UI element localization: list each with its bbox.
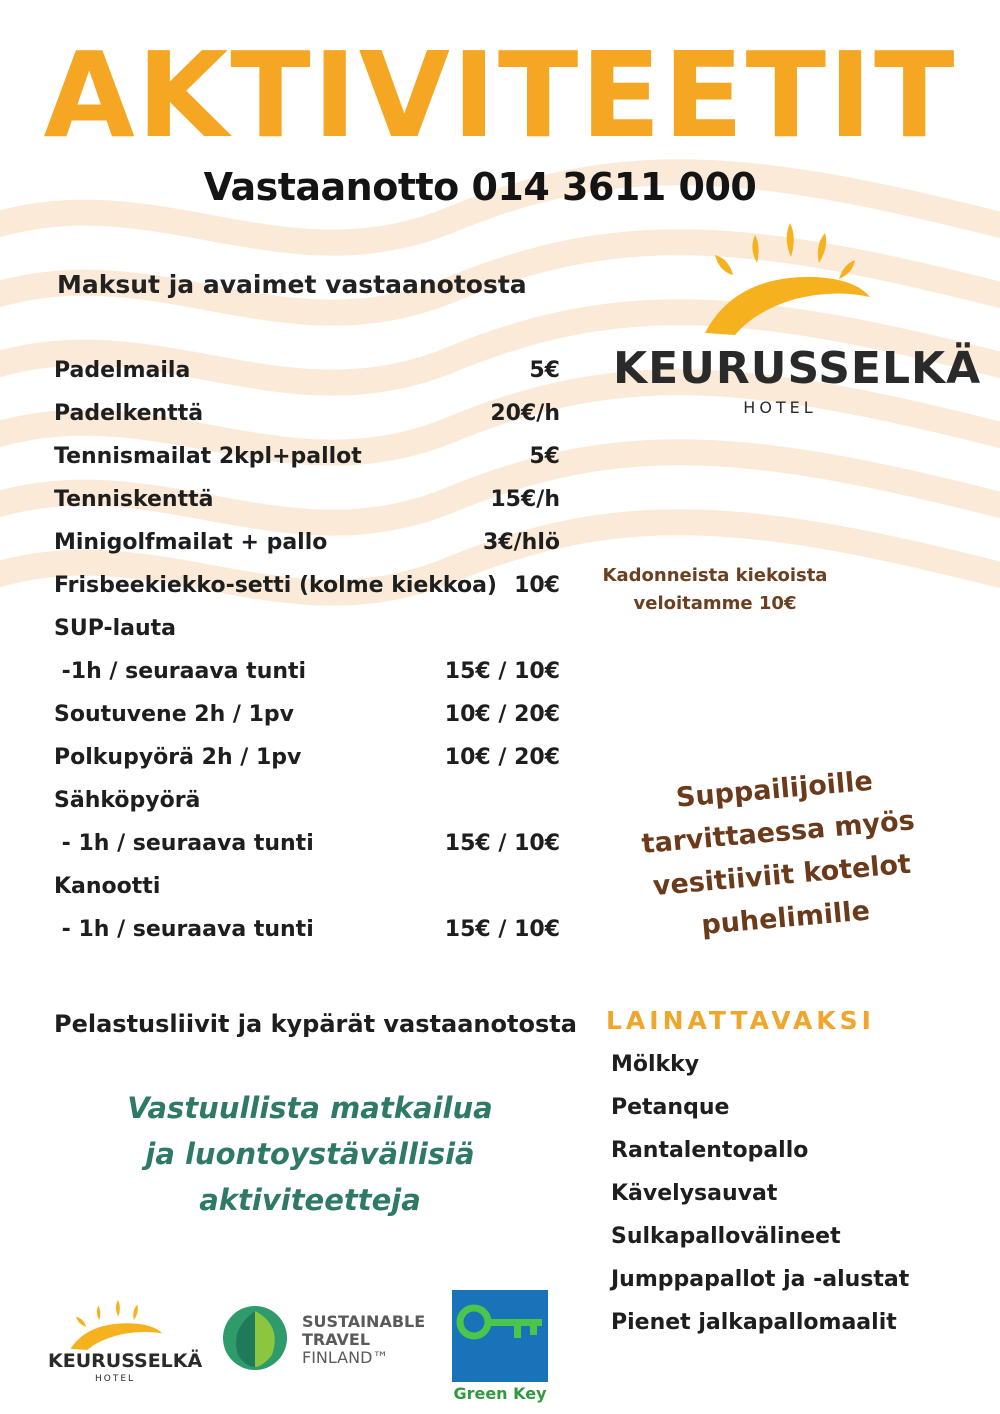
item-price: 5€ — [529, 358, 560, 383]
item-label: Padelmaila — [54, 358, 191, 383]
green-key-logo — [452, 1290, 548, 1408]
price-row — [54, 782, 560, 825]
item-price: 10€ / 20€ — [444, 745, 560, 770]
sustainable-travel-finland-logo — [220, 1305, 440, 1375]
item-label: SUP-lauta — [54, 616, 176, 641]
item-price: 20€/h — [490, 401, 560, 426]
price-row — [54, 438, 560, 481]
item-label: Frisbeekiekko-setti (kolme kiekkoa) — [54, 573, 497, 598]
list-item: Petanque — [611, 1095, 730, 1120]
sun-icon — [65, 1300, 165, 1350]
item-label: Padelkenttä — [54, 401, 204, 426]
price-row — [54, 610, 560, 653]
list-item: Rantalentopallo — [611, 1138, 809, 1163]
price-row — [54, 911, 560, 954]
price-row — [54, 696, 560, 739]
price-row — [54, 352, 560, 395]
price-row — [54, 524, 560, 567]
item-label: -1h / seuraava tunti — [54, 659, 307, 684]
item-label: - 1h / seuraava tunti — [54, 831, 314, 856]
price-list — [54, 352, 560, 954]
item-label: Minigolfmailat + pallo — [54, 530, 328, 555]
note-line: Kadonneista kiekoista — [602, 565, 828, 586]
price-row — [54, 868, 560, 911]
logo-sub: HOTEL — [743, 398, 817, 417]
note-line: veloitamme 10€ — [633, 593, 797, 614]
item-price: 5€ — [529, 444, 560, 469]
price-row — [54, 481, 560, 524]
hotel-logo — [605, 215, 982, 425]
resp-line: aktiviteetteja — [199, 1183, 421, 1217]
price-row — [54, 395, 560, 438]
list-item: Mölkky — [611, 1052, 700, 1077]
resp-line: Vastuullista matkailua — [127, 1091, 493, 1125]
item-price: 15€ / 10€ — [444, 917, 560, 942]
list-item: Kävelysauvat — [611, 1181, 778, 1206]
item-label: Kanootti — [54, 874, 161, 899]
stf-line: FINLAND™ — [302, 1348, 389, 1367]
price-row — [54, 567, 560, 610]
loan-list — [611, 1046, 909, 1347]
list-item: Sulkapallovälineet — [611, 1224, 841, 1249]
page-title: AKTIVITEETIT — [43, 26, 957, 164]
green-key-box — [452, 1290, 548, 1382]
item-price: 15€/h — [490, 487, 560, 512]
lost-disc-note — [590, 562, 840, 618]
item-price: 10€ — [514, 573, 560, 598]
price-row — [54, 739, 560, 782]
resp-line: ja luontoystävällisiä — [145, 1137, 475, 1171]
responsible-tourism-text — [100, 1085, 520, 1223]
item-label: Soutuvene 2h / 1pv — [54, 702, 295, 727]
logo-brand: KEURUSSELKÄ — [613, 343, 982, 394]
key-icon — [452, 1290, 548, 1382]
item-price: 3€/hlö — [483, 530, 560, 555]
list-item: Pienet jalkapallomaalit — [611, 1310, 897, 1335]
note-line: Suppailijoille — [674, 765, 874, 814]
item-price: 15€ / 10€ — [444, 831, 560, 856]
item-price: 15€ / 10€ — [444, 659, 560, 684]
note-line: puhelimille — [700, 895, 872, 942]
price-row — [54, 825, 560, 868]
fees-heading: Maksut ja avaimet vastaanotosta — [57, 270, 527, 299]
stf-line: TRAVEL — [302, 1330, 371, 1349]
sup-note — [613, 754, 947, 953]
item-label: Polkupyörä 2h / 1pv — [54, 745, 302, 770]
price-row — [54, 653, 560, 696]
note-line: vesitiiviit kotelot — [651, 848, 913, 903]
green-key-label: Green Key — [453, 1384, 547, 1403]
item-label: - 1h / seuraava tunti — [54, 917, 314, 942]
loan-heading: LAINATTAVAKSI — [606, 1006, 875, 1035]
reception-phone: Vastaanotto 014 3611 000 — [203, 165, 757, 209]
item-price: 10€ / 20€ — [444, 702, 560, 727]
list-item: Jumppapallot ja -alustat — [611, 1267, 910, 1292]
item-label: Tennismailat 2kpl+pallot — [54, 444, 362, 469]
item-label: Tenniskenttä — [54, 487, 214, 512]
note-line: tarvittaessa myös — [640, 805, 916, 860]
logo-brand: KEURUSSELKÄ — [48, 1350, 203, 1372]
logo-sub: HOTEL — [94, 1374, 136, 1384]
leaf-icon — [222, 1305, 288, 1371]
vests-line: Pelastusliivit ja kypärät vastaanotosta — [54, 1010, 577, 1038]
sun-icon — [695, 215, 875, 340]
item-label: Sähköpyörä — [54, 788, 201, 813]
footer-hotel-logo — [40, 1300, 203, 1390]
stf-line: SUSTAINABLE — [302, 1312, 426, 1331]
